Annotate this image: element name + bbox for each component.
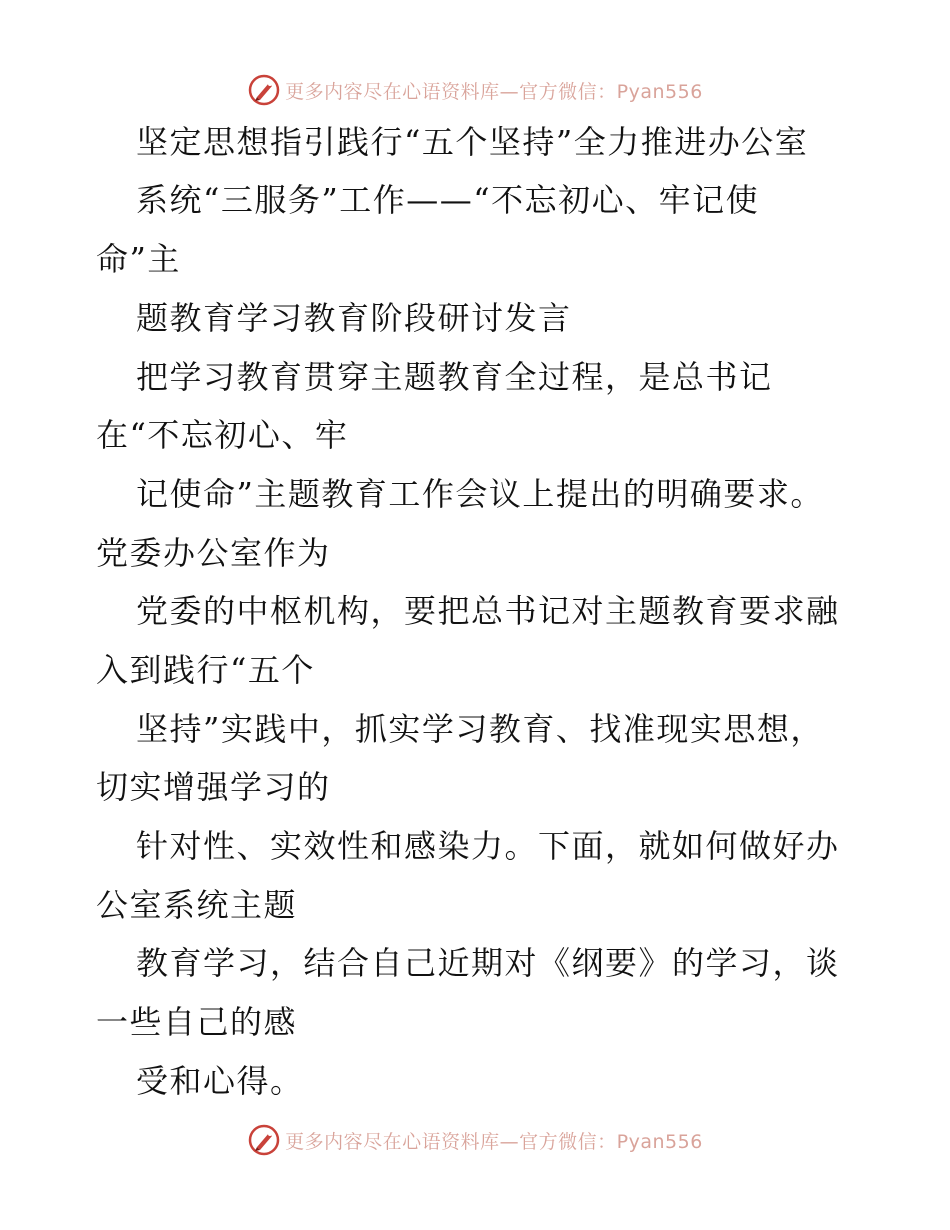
document-title-line: 命”主: [96, 240, 181, 278]
paragraph-line: 针对性、实效性和感染力。下面，就如何做好办: [136, 827, 840, 865]
paragraph-line: 党委的中枢机构，要把总书记对主题教育要求融: [136, 592, 840, 630]
paragraph-line: 切实增强学习的: [96, 768, 331, 806]
paragraph-line: 教育学习，结合自己近期对《纲要》的学习，谈: [136, 944, 840, 982]
document-title-line: 题教育学习教育阶段研讨发言: [136, 299, 572, 337]
document-title-line: 坚定思想指引践行“五个坚持”全力推进办公室: [136, 123, 809, 161]
paragraph-line: 把学习教育贯穿主题教育全过程，是总书记: [136, 358, 773, 396]
paragraph-line: 记使命”主题教育工作会议上提出的明确要求。: [136, 475, 824, 513]
paragraph-line: 入到践行“五个: [96, 651, 315, 689]
paragraph-line: 受和心得。: [136, 1062, 304, 1100]
document-title-line: 系统“三服务”工作——“不忘初心、牢记使: [136, 181, 760, 219]
footer-watermark: [0, 1120, 950, 1160]
watermark-text: 更多内容尽在心语资料库—官方微信：Pyan556: [285, 1130, 703, 1153]
watermark-text: 更多内容尽在心语资料库—官方微信：Pyan556: [285, 80, 703, 103]
paragraph-line: 一些自己的感: [96, 1003, 298, 1041]
paragraph-line: 坚持”实践中，抓实学习教育、找准现实思想，: [136, 710, 824, 748]
pen-logo-icon: [247, 73, 281, 107]
paragraph-line: 党委办公室作为: [96, 534, 331, 572]
header-watermark: [0, 70, 950, 110]
paragraph-line: 在“不忘初心、牢: [96, 416, 349, 454]
paragraph-line: 公室系统主题: [96, 886, 298, 924]
pen-logo-icon: [247, 1123, 281, 1157]
